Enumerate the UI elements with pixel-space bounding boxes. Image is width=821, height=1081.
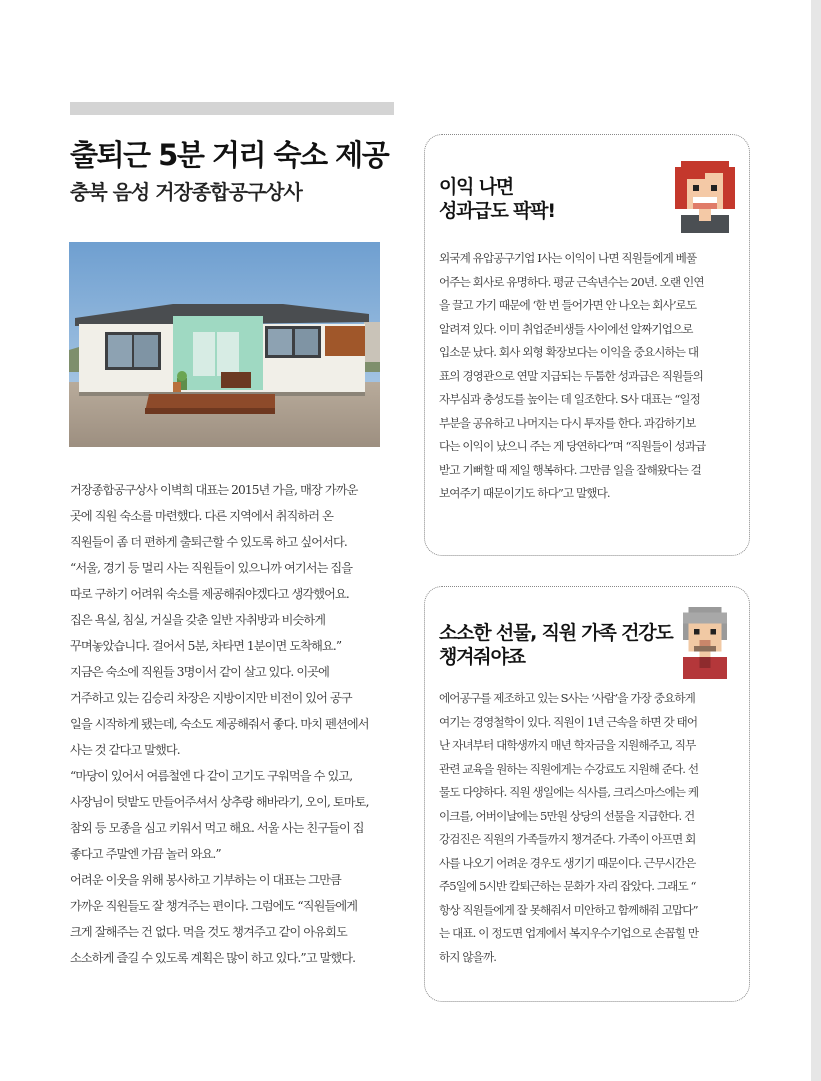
sidebar-line: 물도 다양하다. 직원 생일에는 식사를, 크리스마스에는 케 [439,785,699,799]
sidebar-line: 표의 경영관으로 연말 지급되는 두툼한 성과급은 직원들의 [439,368,703,383]
body-line: 곳에 직원 숙소를 마련했다. 다른 지역에서 취직하러 온 [70,509,334,523]
sidebar-line: 는 대표. 이 정도면 업계에서 복지우수기업으로 손꼽힐 만 [439,926,699,940]
body-line: 참외 등 모종을 심고 키워서 먹고 해요. 서울 사는 친구들이 집 [70,821,364,835]
body-line: 소소하게 즐길 수 있도록 계획은 많이 하고 있다.”고 말했다. [70,951,356,965]
body-line: 직원들이 좀 더 편하게 출퇴근할 수 있도록 하고 싶어서다. [70,535,347,549]
sidebar-line: 관련 교육을 원하는 직원에게는 수강료도 지원해 준다. 선 [439,761,699,776]
body-line: 꾸며놓았습니다. 걸어서 5분, 차타면 1분이면 도착해요.” [70,639,342,653]
body-line: “마당이 있어서 여름철엔 다 같이 고기도 구워먹을 수 있고, [70,769,353,783]
sidebar-line: 외국계 유압공구기업 I사는 이익이 나면 직원들에게 베풀 [439,251,697,265]
sidebar-title-line: 이익 나면 [439,176,514,198]
sidebar-line: 입소문 났다. 회사 외형 확장보다는 이익을 중요시하는 대 [439,345,699,359]
body-line: 사장님이 텃밭도 만들어주셔서 상추랑 해바라기, 오이, 토마토, [70,795,369,809]
sidebar-line: 부분을 공유하고 나머지는 다시 투자를 한다. 과감하기보 [439,415,696,430]
article-body [70,477,390,971]
article-headline: 출퇴근 5분 거리 숙소 제공 [70,138,389,172]
sidebar-box-profit-bonus [424,134,750,556]
sidebar-line: 어주는 회사로 유명하다. 평균 근속년수는 20년. 오랜 인연 [439,274,704,289]
body-line: 가까운 직원들도 잘 챙겨주는 편이다. 그럼에도 “직원들에게 [70,899,358,913]
sidebar-line: 받고 기뻐할 때 제일 행복하다. 그만큼 일을 잘해왔다는 걸 [439,462,701,477]
sidebar-title-line: 성과급도 팍팍! [439,200,555,222]
sidebar-line: 하지 않을까. [439,949,497,964]
sidebar-line: 강검진은 직원의 가족들까지 챙겨준다. 가족이 아프면 회 [439,832,696,846]
sidebar-line: 주5일에 5시반 칼퇴근하는 문화가 자리 잡았다. 그래도 “ [439,879,696,893]
sidebar-line: 보여주기 때문이기도 하다”고 말했다. [439,486,610,500]
body-line: 어려운 이웃을 위해 봉사하고 기부하는 이 대표는 그만큼 [70,873,341,887]
sidebar-title [439,621,673,669]
house-photo [69,242,380,447]
sidebar-line: 에어공구를 제조하고 있는 S사는 ‘사람’을 가장 중요하게 [439,691,695,705]
sidebar-line: 다는 이익이 났으니 주는 게 당연하다”며 “직원들이 성과급 [439,439,706,453]
sidebar-title-line: 소소한 선물, 직원 가족 건강도 [439,622,673,644]
sidebar-title [439,175,555,223]
body-line: 사는 것 같다고 말했다. [70,743,180,757]
body-line: 집은 욕실, 침실, 거실을 갖춘 일반 자취방과 비슷하게 [70,613,326,627]
woman-avatar-icon [675,161,735,233]
sidebar-line: 난 자녀부터 대학생까지 매년 학자금을 지원해주고, 직무 [439,738,696,752]
sidebar-line: 자부심과 충성도를 높이는 데 일조한다. S사 대표는 “일정 [439,392,700,406]
body-line: 좋다고 주말엔 가끔 놀러 와요.” [70,847,221,861]
body-line: 지금은 숙소에 직원들 3명이서 같이 살고 있다. 이곳에 [70,665,329,679]
sidebar-line: 사를 나오기 어려운 경우도 생기기 때문이다. 근무시간은 [439,855,696,870]
body-line: 거주하고 있는 김승리 차장은 지방이지만 비전이 있어 공구 [70,691,352,705]
body-line: 따로 구하기 어려워 숙소를 제공해줘야겠다고 생각했어요. [70,587,349,601]
sidebar-line: 여기는 경영철학이 있다. 직원이 1년 근속을 하면 갓 태어 [439,714,698,729]
sidebar-line: 을 끌고 가기 때문에 ‘한 번 들어가면 안 나오는 회사’로도 [439,298,697,312]
sidebar-box-family-health [424,586,750,1002]
sidebar-title-line: 챙겨줘야죠 [439,646,525,668]
page-edge-band [811,0,821,1081]
man-avatar-icon [677,607,733,679]
sidebar-body [439,687,739,969]
body-line: 거장종합공구상사 이벽희 대표는 2015년 가을, 매장 가까운 [70,483,358,497]
sidebar-line: 이크를, 어버이날에는 5만원 상당의 선물을 지급한다. 건 [439,808,695,823]
body-line: “서울, 경기 등 멀리 사는 직원들이 있으니까 여기서는 집을 [70,561,353,575]
sidebar-body [439,247,739,506]
article-subheadline: 충북 음성 거장종합공구상사 [70,180,302,204]
sidebar-line: 항상 직원들에게 잘 못해줘서 미안하고 함께해줘 고맙다” [439,902,698,917]
body-line: 크게 잘해주는 건 없다. 먹을 것도 챙겨주고 같이 아유회도 [70,925,347,939]
body-line: 일을 시작하게 됐는데, 숙소도 제공해줘서 좋다. 마치 펜션에서 [70,717,369,731]
section-top-bar [70,102,394,115]
sidebar-line: 알려져 있다. 이미 취업준비생들 사이에선 알짜기업으로 [439,321,693,336]
